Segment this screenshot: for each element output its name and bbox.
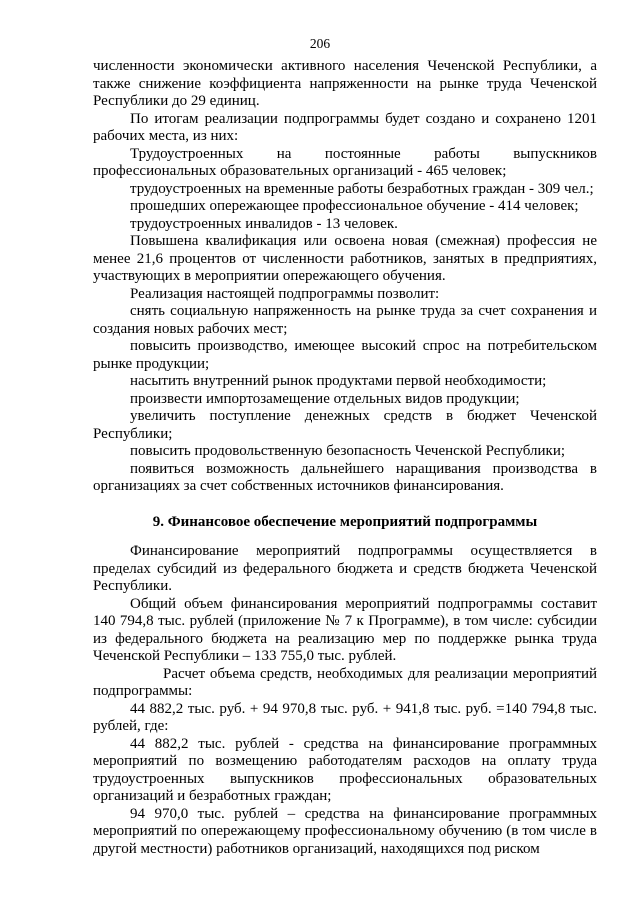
list-item: повысить продовольственную безопасность Чеченской Республики; (130, 443, 566, 459)
section-heading: 9. Финансовое обеспечение мероприятий подпрограммы (152, 513, 538, 530)
list-item: повысить производство, имеющее высокий спрос на потребительском рынке продукции; (93, 338, 597, 372)
paragraph: Общий объем финансирования мероприятий подпрограммы составит 140 794,8 тыс. рублей (приложение № 7 к Программе), в том числе: субсидии из федерального бюджета на реализацию мер по поддержке рынка труда Чеченской Республики – 133 755,0 тыс. рублей. (93, 595, 597, 664)
list-item: снять социальную напряженность на рынке труда за счет сохранения и создания новых рабочих мест; (93, 303, 597, 337)
paragraph: По итогам реализации подпрограммы будет создано и сохранено 1201 рабочих места, из них: (93, 110, 597, 144)
list-item: появиться возможность дальнейшего наращивания производства в организациях за счет собственных источников финансирования. (93, 460, 597, 494)
page-number: 206 (309, 36, 331, 51)
list-item: трудоустроенных на временные работы безработных граждан - 309 чел.; (130, 180, 594, 197)
list-item: прошедших опережающее профессиональное обучение - 414 человек; (130, 198, 579, 214)
list-item: Трудоустроенных на постоянные работы выпускников профессиональных образовательных организаций - 465 человек; (93, 145, 597, 179)
list-item: насытить внутренний рынок продуктами первой необходимости; (130, 373, 547, 389)
paragraph: Повышена квалификация или освоена новая (смежная) профессия не менее 21,6 процентов от численности работников, занятых в предприятиях, участвующих в мероприятии опережающего обучения. (93, 233, 597, 284)
list-item: трудоустроенных инвалидов - 13 человек. (130, 215, 398, 232)
paragraph: 44 882,2 тыс. рублей - средства на финансирование программных мероприятий по возмещению работодателям расходов на оплату труда трудоустроенных выпускников профессиональных образовательных организаций и безработных граждан; (93, 735, 597, 804)
paragraph: 94 970,0 тыс. рублей – средства на финансирование программных мероприятий по опережающему профессиональному обучению (в том числе в другой местности) работников организаций, находящихся под риском (93, 805, 597, 857)
paragraph: численности экономически активного населения Чеченской Республики, а также снижение коэффициента напряженности на рынке труда Чеченской Республики до 29 единиц. (93, 58, 597, 109)
list-item: увеличить поступление денежных средств в бюджет Чеченской Республики; (93, 408, 597, 442)
paragraph: Расчет объема средств, необходимых для реализации мероприятий подпрограммы: (93, 665, 597, 699)
paragraph: Финансирование мероприятий подпрограммы осуществляется в пределах субсидий из федерального бюджета и средств бюджета Чеченской Республики. (93, 543, 597, 594)
paragraph: Реализация настоящей подпрограммы позволит: (130, 285, 440, 302)
formula-paragraph: 44 882,2 тыс. руб. + 94 970,8 тыс. руб. + 941,8 тыс. руб. =140 794,8 тыс. рублей, где: (93, 700, 597, 734)
list-item: произвести импортозамещение отдельных видов продукции; (130, 390, 520, 407)
document-body (93, 58, 597, 858)
